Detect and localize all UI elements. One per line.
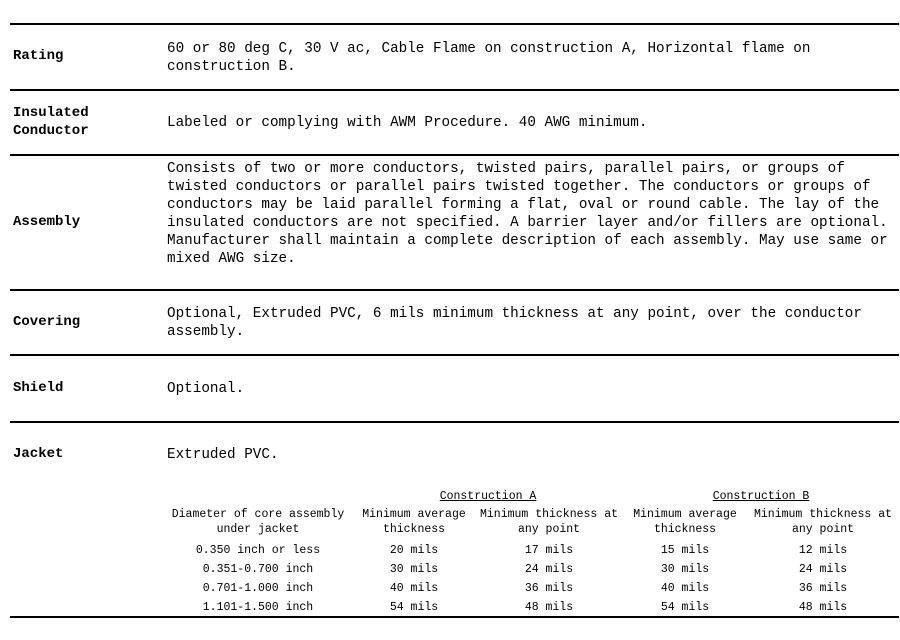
table-group-header-row [163,487,899,507]
table-column-header: Minimum average thickness [362,508,466,536]
row-label-insulated-conductor: Insulated Conductor [13,105,89,139]
table-column-header-row [163,507,899,541]
table-cell: 12 mils [798,544,848,557]
jacket-thickness-table [163,487,899,617]
row-text-covering: Optional, Extruded PVC, 6 mils minimum thickness at any point, over the conductor assembly. [167,306,862,340]
table-cell: 54 mils [389,601,439,614]
table-cell: 0.350 inch or less [195,544,321,557]
table-column-header: Minimum thickness at any point [753,508,893,536]
table-cell: 0.701-1.000 inch [202,582,314,595]
table-group-header-empty [163,487,353,507]
table-cell: 36 mils [524,582,574,595]
table-cell: 0.351-0.700 inch [202,563,314,576]
row-text-insulated-conductor: Labeled or complying with AWM Procedure. 40 AWG minimum. [167,115,648,131]
row-label-assembly: Assembly [13,214,81,230]
table-column-header: Diameter of core assembly under jacket [171,508,345,536]
table-cell: 40 mils [389,582,439,595]
table-cell: 30 mils [389,563,439,576]
row-label-covering: Covering [13,314,81,330]
table-cell: 36 mils [798,582,848,595]
table-cell: 54 mils [660,601,710,614]
table-cell: 24 mils [798,563,848,576]
divider-3 [10,289,899,291]
row-text-assembly: Consists of two or more conductors, twisted pairs, parallel pairs, or groups of twisted conductors or parallel pairs twisted together. The conductors or groups of conductors may be laid parallel forming a flat, oval or round cable. The lay of the insulated conductors are not specified. A barrier layer and/or fillers are optional. Manufacturer shall maintain a complete description of each assembly. May use same or mixed AWG size. [167,161,888,267]
row-text-rating: 60 or 80 deg C, 30 V ac, Cable Flame on construction A, Horizontal flame on construction B. [167,41,811,75]
row-label-jacket: Jacket [13,446,64,462]
table-row [163,541,899,560]
row-label-shield: Shield [13,380,64,396]
table-cell: 24 mils [524,563,574,576]
divider-2 [10,154,899,156]
table-cell: 17 mils [524,544,574,557]
row-label-rating: Rating [13,48,64,64]
row-text-shield: Optional. [167,381,245,397]
divider-top [10,23,899,25]
table-cell: 30 mils [660,563,710,576]
table-cell: 40 mils [660,582,710,595]
row-text-jacket: Extruded PVC. [167,447,279,463]
table-group-header-construction-a: Construction A [439,490,537,503]
table-column-header: Minimum average thickness [633,508,737,536]
divider-4 [10,354,899,356]
table-column-header: Minimum thickness at any point [479,508,619,536]
table-row [163,579,899,598]
table-cell: 48 mils [798,601,848,614]
table-cell: 15 mils [660,544,710,557]
table-row [163,560,899,579]
table-group-header-construction-b: Construction B [712,490,810,503]
divider-5 [10,421,899,423]
table-row [163,598,899,617]
table-cell: 20 mils [389,544,439,557]
table-cell: 1.101-1.500 inch [202,601,314,614]
divider-1 [10,89,899,91]
table-cell: 48 mils [524,601,574,614]
jacket-thickness-table-wrapper [163,487,899,617]
